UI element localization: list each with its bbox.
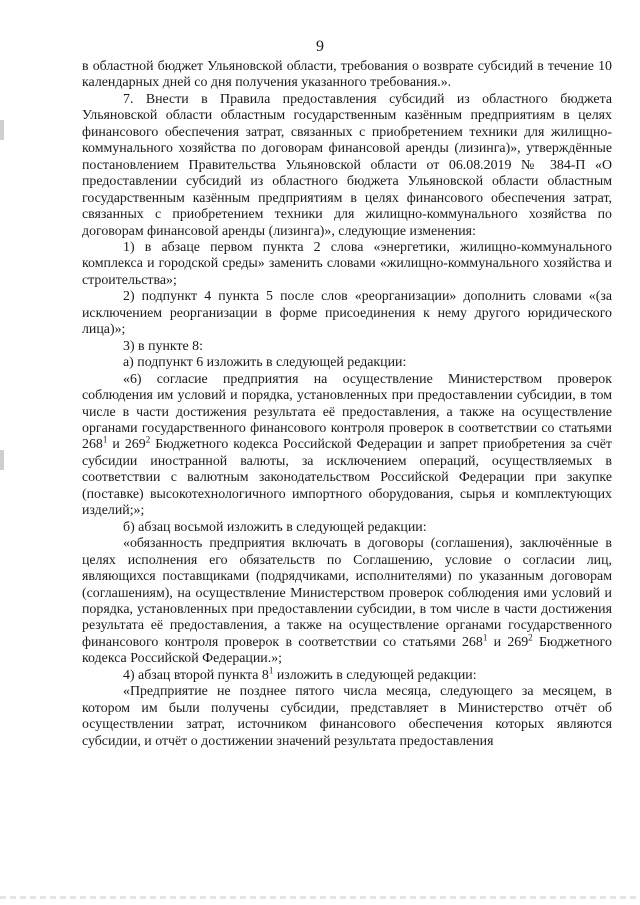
superscript: 2 xyxy=(528,632,533,643)
scan-bottom-edge xyxy=(0,896,640,899)
paragraph-subitem-1: 1) в абзаце первом пункта 2 слова «энергетики, жилищно-коммунального комплекса и городской среды» заменить словами «жилищно-коммунального хозяйства и строительства»; xyxy=(82,239,612,288)
paragraph-subitem-3b: б) абзац восьмой изложить в следующей редакции: xyxy=(123,519,427,535)
paragraph-item-7: 7. Внести в Правила предоставления субсидий из областного бюджета Ульяновской области областным государственным казённым предприятиям в целях финансового обеспечения затрат, связанных с приобретением техники для жилищно-коммунального хозяйства по договорам финансовой аренды (лизинга)», утверждённые постановлением Правительства Ульяновской области от 06.08.2019 № 384-П «О предоставлении субсидий из областного бюджета Ульяновской области областным государственным казённым предприятиям в целях финансового обеспечения затрат, связанных с приобретением техники для жилищно-коммунального хозяйства по договорам финансовой аренды (лизинга)», следующие изменения: xyxy=(82,91,612,239)
text-run: 4) абзац второй пункта 8 xyxy=(123,667,269,683)
text-run: и 269 xyxy=(487,634,529,650)
paragraph-quote-8 xyxy=(82,536,612,668)
document-body xyxy=(82,59,612,750)
text-run: Бюджетного кодекса Российской Федерации.»; xyxy=(82,634,612,667)
superscript: 1 xyxy=(102,434,108,445)
paragraph-subitem-2: 2) подпункт 4 пункта 5 после слов «реорганизации» дополнить словами «(за исключением реорганизации в форме присоединения к нему другого юридического лица)»; xyxy=(82,289,612,338)
text-run: Бюджетного кодекса Российской Федерации и запрет приобретения за счёт субсидии иностранной валюты, за исключением операций, осуществляемых в соответствии с валютным законодательством Российской Федерации при закупке (поставке) высокотехнологичного импортного оборудования, сырья и комплектующих изделий;»; xyxy=(82,437,613,519)
paragraph-quote-final: «Предприятие не позднее пятого числа месяца, следующего за месяцем, в котором им были получены субсидии, представляет в Министерство отчёт об осуществлении затрат, источником финансового обеспечения которых являются субсидии, и отчёт о достижении значений результата предоставления xyxy=(82,684,612,749)
text-run: «обязанность предприятия включать в договоры (соглашения), заключённые в целях исполнения его обязательств по Соглашению, условие о согласии лиц, являющихся поставщиками (подрядчиками, исполнителями) по указанным договорам (соглашениям), на осуществление Министерством проверок соблюдения ими условий и порядка, установленных при предоставлении субсидии, в том числе в части достижения результата её предоставления, а также на осуществление органами государственного финансового контроля проверок в соответствии со статьями 268 xyxy=(82,536,612,650)
text-run: изложить в следующей редакции: xyxy=(273,667,477,683)
superscript: 1 xyxy=(482,632,488,643)
paragraph-subitem-4 xyxy=(82,665,612,684)
paragraph-subitem-3a: а) подпункт 6 изложить в следующей редакции: xyxy=(123,355,407,371)
scan-edge-mark xyxy=(0,450,4,470)
page-number: 9 xyxy=(316,38,324,55)
paragraph-subitem-3: 3) в пункте 8: xyxy=(123,338,203,354)
superscript: 2 xyxy=(145,434,151,445)
superscript: 1 xyxy=(268,665,274,676)
scan-edge-mark xyxy=(0,120,4,140)
text-run: «6) согласие предприятия на осуществление Министерством проверок соблюдения им условий и порядка, установленных при предоставлении субсидии, в том числе в части достижения результата её предоставления, а также на осуществление органами государственного финансового контроля проверок в соответствии со статьями 268 xyxy=(82,371,612,453)
paragraph-quote-6 xyxy=(82,372,612,520)
paragraph-continued: в областной бюджет Ульяновской области, требования о возврате субсидий в течение 10 календарных дней со дня получения указанного требования.». xyxy=(82,59,612,91)
text-run: и 269 xyxy=(107,437,146,453)
